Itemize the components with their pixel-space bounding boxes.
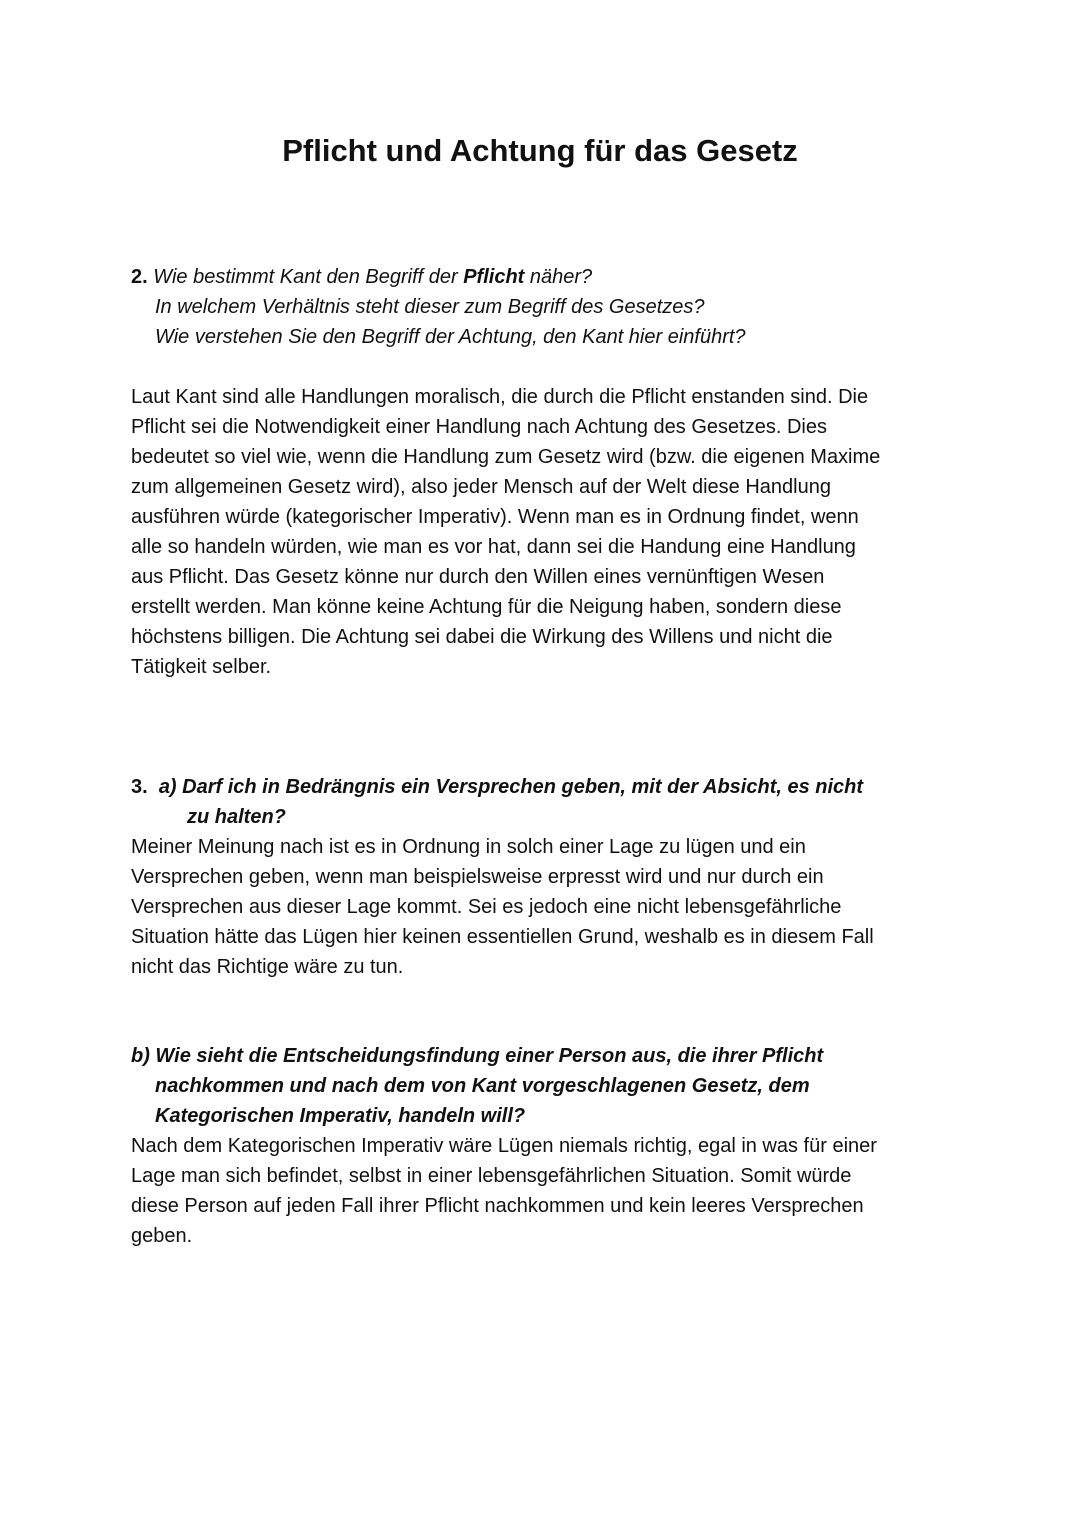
question-3-number: 3. xyxy=(131,776,148,798)
answer-3a-paragraph xyxy=(131,832,961,982)
answer-2-line: Laut Kant sind alle Handlungen moralisch, die durch die Pflicht enstanden sind. Die xyxy=(131,386,869,408)
question-3b xyxy=(131,1041,961,1251)
question-2 xyxy=(131,262,961,352)
answer-2-line: alle so handeln würden, wie man es vor hat, dann sei die Handung eine Handlung xyxy=(131,536,856,558)
answer-2-line: aus Pflicht. Das Gesetz könne nur durch den Willen eines vernünftigen Wesen xyxy=(131,566,825,588)
answer-2-line: Pflicht sei die Notwendigkeit einer Handlung nach Achtung des Gesetzes. Dies xyxy=(131,416,827,438)
answer-3b-line: geben. xyxy=(131,1225,193,1247)
answer-3a-line: Versprechen geben, wenn man beispielsweise erpresst wird und nur durch ein xyxy=(131,866,824,888)
page-title: Pflicht und Achtung für das Gesetz xyxy=(282,133,798,168)
question-2-line-2: In welchem Verhältnis steht dieser zum Begriff des Gesetzes? xyxy=(155,296,705,318)
answer-3a-line: Versprechen aus dieser Lage kommt. Sei es jedoch eine nicht lebensgefährliche xyxy=(131,896,842,918)
answer-2-paragraph xyxy=(131,382,961,682)
question-2-line-1-pre: Wie bestimmt Kant den Begriff der xyxy=(147,266,464,288)
question-3a-line-1 xyxy=(131,772,961,802)
answer-2-line: Tätigkeit selber. xyxy=(131,656,272,678)
question-3a xyxy=(131,772,961,982)
answer-3b-line: Lage man sich befindet, selbst in einer lebensgefährlichen Situation. Somit würde xyxy=(131,1165,852,1187)
answer-3b-paragraph xyxy=(131,1131,961,1251)
question-3b-line-3: Kategorischen Imperativ, handeln will? xyxy=(155,1105,526,1127)
answer-2-line: ausführen würde (kategorischer Imperativ). Wenn man es in Ordnung findet, wenn xyxy=(131,506,859,528)
answer-3b-line: Nach dem Kategorischen Imperativ wäre Lügen niemals richtig, egal in was für einer xyxy=(131,1135,877,1157)
answer-2-line: bedeutet so viel wie, wenn die Handlung zum Gesetz wird (bzw. die eigenen Maxime xyxy=(131,446,881,468)
answer-3b-line: diese Person auf jeden Fall ihrer Pflicht nachkommen und kein leeres Versprechen xyxy=(131,1195,864,1217)
answer-3a-line: Meiner Meinung nach ist es in Ordnung in solch einer Lage zu lügen und ein xyxy=(131,836,806,858)
answer-2-line: höchstens billigen. Die Achtung sei dabei die Wirkung des Willens und nicht die xyxy=(131,626,833,648)
answer-3a-line: nicht das Richtige wäre zu tun. xyxy=(131,956,404,978)
answer-2 xyxy=(131,382,961,682)
question-2-line-3: Wie verstehen Sie den Begriff der Achtung, den Kant hier einführt? xyxy=(155,326,746,348)
answer-3a-line: Situation hätte das Lügen hier keinen essentiellen Grund, weshalb es in diesem Fall xyxy=(131,926,874,948)
question-2-keyword: Pflicht xyxy=(463,266,525,288)
question-2-line-1 xyxy=(131,262,961,292)
answer-2-line: zum allgemeinen Gesetz wird), also jeder Mensch auf der Welt diese Handlung xyxy=(131,476,831,498)
question-3a-line-2: zu halten? xyxy=(187,806,286,828)
question-2-line-1-post: näher? xyxy=(524,266,593,288)
question-3b-line-1: b) Wie sieht die Entscheidungsfindung einer Person aus, die ihrer Pflicht xyxy=(131,1045,824,1067)
answer-2-line: erstellt werden. Man könne keine Achtung für die Neigung haben, sondern diese xyxy=(131,596,842,618)
question-3b-line-2: nachkommen und nach dem von Kant vorgeschlagenen Gesetz, dem xyxy=(155,1075,810,1097)
question-2-number: 2. xyxy=(131,266,148,288)
question-3a-line-1-text: a) Darf ich in Bedrängnis ein Versprechen geben, mit der Absicht, es nicht xyxy=(158,776,864,798)
